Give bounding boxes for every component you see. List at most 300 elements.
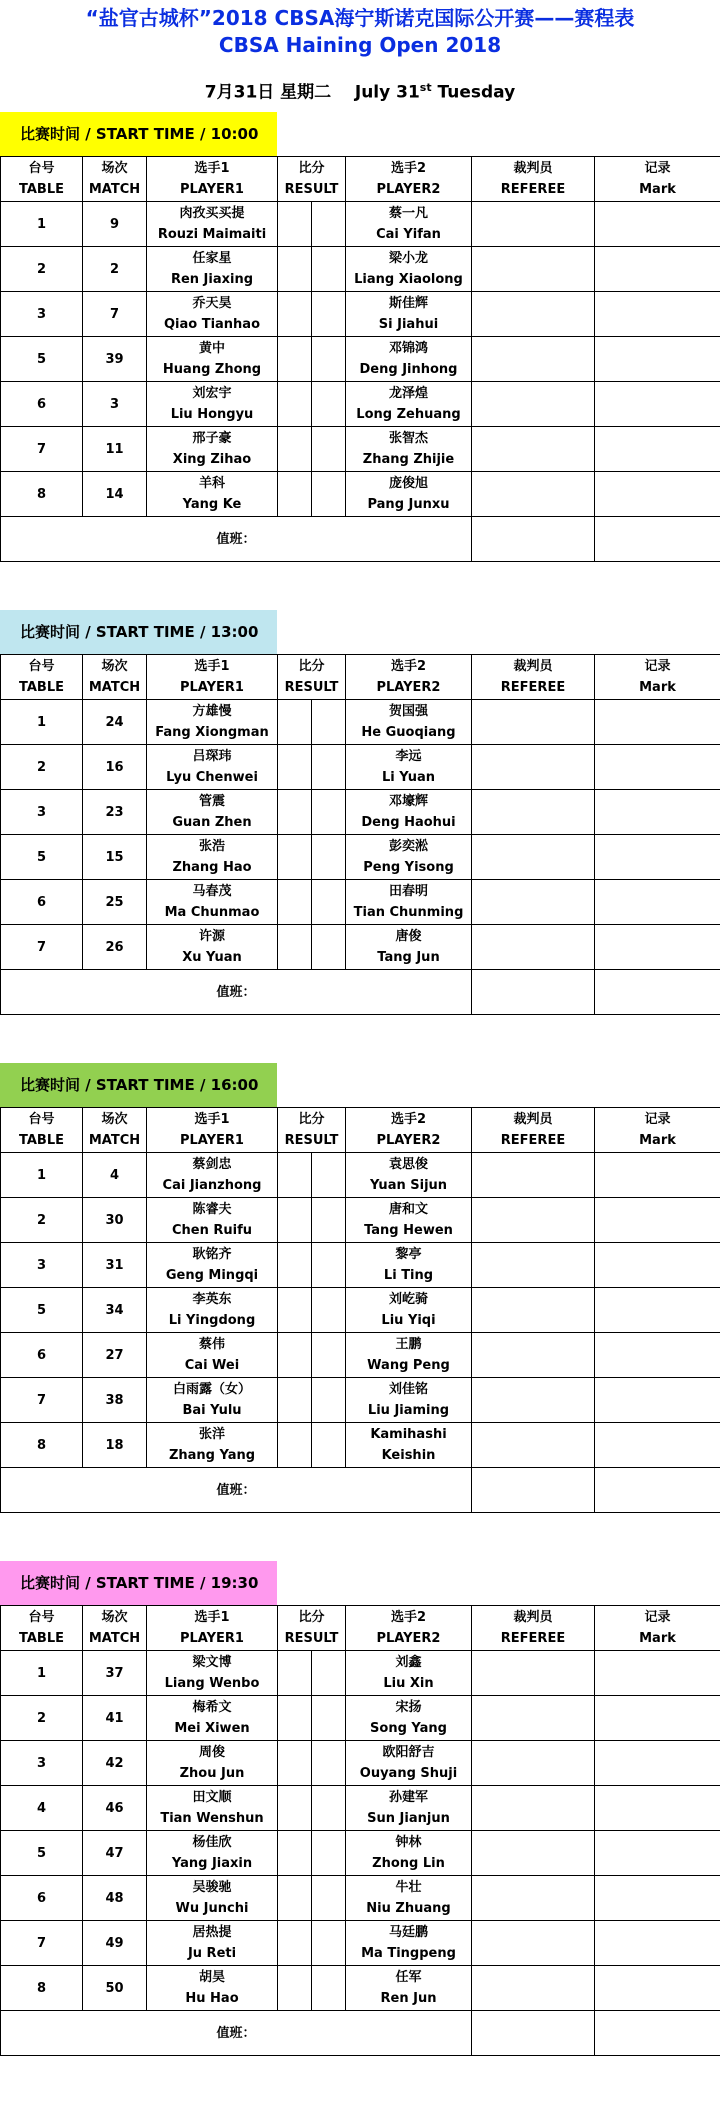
mark-cell[interactable] — [595, 1696, 720, 1741]
table-row — [1, 1966, 720, 2011]
player2-name-en: Sun Jianjun — [367, 1811, 450, 1826]
player1-name-en: Wu Junchi — [175, 1901, 249, 1916]
player2-name-cn: 田春明 — [388, 884, 428, 899]
table-header-row — [1, 1606, 720, 1651]
table-row — [1, 1333, 720, 1378]
schedule-table — [0, 1605, 720, 2056]
player1-score-cell[interactable] — [278, 427, 312, 472]
referee-cell[interactable] — [472, 925, 595, 970]
header-player1-en: PLAYER1 — [180, 1631, 244, 1646]
header-mark-cn: 记录 — [644, 659, 671, 674]
referee-cell[interactable] — [472, 1831, 595, 1876]
player1-score-cell[interactable] — [278, 202, 312, 247]
mark-cell[interactable] — [595, 1378, 720, 1423]
referee-cell[interactable] — [472, 1921, 595, 1966]
header-match-cn: 场次 — [101, 161, 128, 176]
player1-score-cell[interactable] — [278, 1786, 312, 1831]
player2-name-cn: 贺国强 — [388, 704, 428, 719]
player2-cell — [346, 1153, 472, 1198]
referee-cell[interactable] — [472, 427, 595, 472]
player2-name-cn: 蔡一凡 — [388, 206, 428, 221]
player2-name-cn: 李远 — [395, 749, 422, 764]
schedule-table — [0, 654, 720, 1015]
table-row — [1, 790, 720, 835]
header-result-cn: 比分 — [298, 659, 325, 674]
referee-cell[interactable] — [472, 835, 595, 880]
player1-name-cn: 杨佳欣 — [192, 1835, 232, 1850]
player2-score-cell[interactable] — [312, 1378, 346, 1423]
table-row — [1, 1378, 720, 1423]
player2-cell — [346, 427, 472, 472]
header-mark-cn: 记录 — [644, 1112, 671, 1127]
table-row — [1, 1288, 720, 1333]
player1-name-cn: 吕琛玮 — [192, 749, 232, 764]
table-number-cell: 2 — [1, 1696, 83, 1741]
referee-cell[interactable] — [472, 1651, 595, 1696]
header-match — [83, 655, 147, 700]
player1-cell — [147, 745, 278, 790]
player1-name-en: Fang Xiongman — [155, 725, 269, 740]
mark-cell[interactable] — [595, 382, 720, 427]
mark-cell[interactable] — [595, 1921, 720, 1966]
player2-name-en: Tang Jun — [377, 950, 440, 965]
table-row — [1, 1696, 720, 1741]
player2-score-cell[interactable] — [312, 1243, 346, 1288]
player2-cell — [346, 1378, 472, 1423]
match-number-cell: 46 — [83, 1786, 147, 1831]
player2-score-cell[interactable] — [312, 202, 346, 247]
referee-cell[interactable] — [472, 880, 595, 925]
player1-score-cell[interactable] — [278, 247, 312, 292]
header-referee — [472, 655, 595, 700]
table-number-cell: 1 — [1, 1153, 83, 1198]
player2-name-en: Pang Junxu — [367, 497, 450, 512]
mark-cell[interactable] — [595, 1288, 720, 1333]
player1-cell — [147, 925, 278, 970]
player1-name-cn: 梁文博 — [192, 1655, 232, 1670]
referee-cell[interactable] — [472, 472, 595, 517]
match-number-cell: 4 — [83, 1153, 147, 1198]
player1-name-cn: 周俊 — [198, 1745, 225, 1760]
player2-name-en: Si Jiahui — [378, 317, 439, 332]
mark-cell[interactable] — [595, 1966, 720, 2011]
player1-name-en: Tian Wenshun — [160, 1811, 264, 1826]
header-player1-cn: 选手1 — [194, 659, 230, 674]
player2-score-cell[interactable] — [312, 700, 346, 745]
header-result-cn: 比分 — [298, 1112, 325, 1127]
header-table-cn: 台号 — [28, 659, 55, 674]
date-line — [0, 76, 720, 103]
player2-score-cell[interactable] — [312, 1696, 346, 1741]
player1-cell — [147, 1423, 278, 1468]
player2-score-cell[interactable] — [312, 1741, 346, 1786]
player2-cell — [346, 247, 472, 292]
player2-cell — [346, 472, 472, 517]
player1-score-cell[interactable] — [278, 1966, 312, 2011]
player2-score-cell[interactable] — [312, 1198, 346, 1243]
player2-name-en: Li Yuan — [381, 770, 435, 785]
header-referee-cn: 裁判员 — [513, 1610, 553, 1625]
player2-name-en: Deng Jinhong — [359, 362, 458, 377]
player2-score-cell[interactable] — [312, 292, 346, 337]
table-row — [1, 382, 720, 427]
table-row — [1, 925, 720, 970]
player2-name-cn: 刘鑫 — [395, 1655, 422, 1670]
player1-name-en: Liang Wenbo — [164, 1676, 260, 1691]
mark-cell[interactable] — [595, 1786, 720, 1831]
player2-name-en: Cai Yifan — [376, 227, 441, 242]
table-number-cell: 5 — [1, 337, 83, 382]
player1-name-en: Chen Ruifu — [171, 1223, 253, 1238]
player1-cell — [147, 1696, 278, 1741]
player1-name-cn: 刘宏宇 — [192, 386, 232, 401]
player1-score-cell[interactable] — [278, 337, 312, 382]
player2-score-cell[interactable] — [312, 1966, 346, 2011]
player1-score-cell[interactable] — [278, 292, 312, 337]
player1-name-cn: 胡昊 — [198, 1970, 225, 1985]
player1-name-en: Lyu Chenwei — [166, 770, 258, 785]
player2-score-cell[interactable] — [312, 1423, 346, 1468]
table-row — [1, 247, 720, 292]
player1-score-cell[interactable] — [278, 472, 312, 517]
player1-name-cn: 任家星 — [192, 251, 232, 266]
header-mark-en: Mark — [639, 680, 676, 695]
player2-score-cell[interactable] — [312, 1921, 346, 1966]
mark-cell[interactable] — [595, 925, 720, 970]
player2-name-cn: 张智杰 — [388, 431, 428, 446]
mark-cell[interactable] — [595, 1876, 720, 1921]
match-number-cell: 42 — [83, 1741, 147, 1786]
table-number-cell: 8 — [1, 1966, 83, 2011]
player2-score-cell[interactable] — [312, 1153, 346, 1198]
referee-cell[interactable] — [472, 247, 595, 292]
table-header-row — [1, 1108, 720, 1153]
mark-cell[interactable] — [595, 1333, 720, 1378]
player1-score-cell[interactable] — [278, 880, 312, 925]
schedule-table — [0, 156, 720, 562]
match-number-cell: 47 — [83, 1831, 147, 1876]
table-row — [1, 1198, 720, 1243]
table-row — [1, 292, 720, 337]
referee-cell[interactable] — [472, 337, 595, 382]
table-row — [1, 337, 720, 382]
table-row — [1, 1921, 720, 1966]
duty-value-cell[interactable] — [472, 1468, 595, 1513]
referee-cell[interactable] — [472, 1696, 595, 1741]
duty-mark-cell[interactable] — [595, 1468, 720, 1513]
player1-score-cell[interactable] — [278, 1921, 312, 1966]
player1-cell — [147, 382, 278, 427]
table-number-cell: 3 — [1, 1741, 83, 1786]
player2-score-cell[interactable] — [312, 1876, 346, 1921]
player1-score-cell[interactable] — [278, 1378, 312, 1423]
player1-score-cell[interactable] — [278, 1741, 312, 1786]
table-number-cell: 1 — [1, 202, 83, 247]
header-referee-cn: 裁判员 — [513, 1112, 553, 1127]
player1-cell — [147, 1966, 278, 2011]
player2-score-cell[interactable] — [312, 1831, 346, 1876]
match-number-cell: 3 — [83, 382, 147, 427]
player2-name-en: Liu Xin — [383, 1676, 434, 1691]
match-number-cell: 7 — [83, 292, 147, 337]
session-1 — [0, 112, 720, 562]
player1-cell — [147, 427, 278, 472]
header-player2 — [346, 1108, 472, 1153]
player1-name-cn: 许源 — [198, 929, 225, 944]
header-table — [1, 1606, 83, 1651]
player2-name-cn: 梁小龙 — [388, 251, 428, 266]
mark-cell[interactable] — [595, 1153, 720, 1198]
page-header — [0, 4, 720, 103]
player2-score-cell[interactable] — [312, 1288, 346, 1333]
referee-cell[interactable] — [472, 745, 595, 790]
player2-cell — [346, 337, 472, 382]
player1-name-en: Xing Zihao — [172, 452, 252, 467]
session-3 — [0, 1063, 720, 1513]
match-number-cell: 49 — [83, 1921, 147, 1966]
player2-cell — [346, 1876, 472, 1921]
player2-cell — [346, 1966, 472, 2011]
player2-score-cell[interactable] — [312, 247, 346, 292]
player2-name-en: Ouyang Shuji — [359, 1766, 458, 1781]
duty-row — [1, 970, 720, 1015]
mark-cell[interactable] — [595, 472, 720, 517]
player2-score-cell[interactable] — [312, 337, 346, 382]
header-result — [278, 655, 346, 700]
referee-cell[interactable] — [472, 1153, 595, 1198]
player2-score-cell[interactable] — [312, 427, 346, 472]
player1-name-en: Li Yingdong — [168, 1313, 256, 1328]
match-number-cell: 18 — [83, 1423, 147, 1468]
player1-name-cn: 乔天昊 — [192, 296, 232, 311]
referee-cell[interactable] — [472, 202, 595, 247]
header-player2-en: PLAYER2 — [376, 1631, 441, 1646]
player1-name-en: Ren Jiaxing — [170, 272, 254, 287]
mark-cell[interactable] — [595, 835, 720, 880]
duty-mark-cell[interactable] — [595, 517, 720, 562]
header-player2-cn: 选手2 — [390, 161, 427, 176]
player1-cell — [147, 1876, 278, 1921]
mark-cell[interactable] — [595, 745, 720, 790]
header-player1-en: PLAYER1 — [180, 680, 244, 695]
table-row — [1, 1243, 720, 1288]
header-player1-cn: 选手1 — [194, 1610, 230, 1625]
player1-cell — [147, 880, 278, 925]
header-player2 — [346, 157, 472, 202]
player2-name-en: Liang Xiaolong — [354, 272, 463, 287]
match-number-cell: 37 — [83, 1651, 147, 1696]
player1-score-cell[interactable] — [278, 1651, 312, 1696]
player2-name-cn: 马廷鹏 — [388, 1925, 428, 1940]
match-number-cell: 27 — [83, 1333, 147, 1378]
match-number-cell: 15 — [83, 835, 147, 880]
header-referee — [472, 157, 595, 202]
table-number-cell: 6 — [1, 1333, 83, 1378]
header-referee-en: REFEREE — [500, 680, 566, 695]
player2-name-cn: 牛壮 — [395, 1880, 422, 1895]
player2-score-cell[interactable] — [312, 880, 346, 925]
duty-value-cell[interactable] — [472, 517, 595, 562]
player1-score-cell[interactable] — [278, 1423, 312, 1468]
duty-mark-cell[interactable] — [595, 970, 720, 1015]
match-number-cell: 11 — [83, 427, 147, 472]
table-number-cell: 5 — [1, 1831, 83, 1876]
player2-score-cell[interactable] — [312, 472, 346, 517]
player2-cell — [346, 1786, 472, 1831]
mark-cell[interactable] — [595, 880, 720, 925]
player2-name-en: Tian Chunming — [353, 905, 464, 920]
player1-score-cell[interactable] — [278, 1831, 312, 1876]
table-number-cell: 7 — [1, 1378, 83, 1423]
player2-score-cell[interactable] — [312, 1786, 346, 1831]
player2-name-cn: 庞俊旭 — [388, 476, 428, 491]
table-number-cell: 8 — [1, 472, 83, 517]
player1-name-en: Ma Chunmao — [164, 905, 260, 920]
mark-cell[interactable] — [595, 1198, 720, 1243]
player1-name-en: Huang Zhong — [162, 362, 262, 377]
mark-cell[interactable] — [595, 337, 720, 382]
referee-cell[interactable] — [472, 1243, 595, 1288]
player1-name-en: Cai Wei — [184, 1358, 240, 1373]
mark-cell[interactable] — [595, 427, 720, 472]
duty-label: 值班： — [1, 517, 472, 562]
player1-name-cn: 张洋 — [198, 1427, 225, 1442]
header-player1 — [147, 1108, 278, 1153]
player1-name-en: Guan Zhen — [172, 815, 252, 830]
referee-cell[interactable] — [472, 1741, 595, 1786]
mark-cell[interactable] — [595, 1831, 720, 1876]
player2-score-cell[interactable] — [312, 790, 346, 835]
duty-value-cell[interactable] — [472, 970, 595, 1015]
player1-name-en: Qiao Tianhao — [163, 317, 261, 332]
player1-name-cn: 蔡剑忠 — [192, 1157, 232, 1172]
header-referee — [472, 1108, 595, 1153]
player1-name-en: Yang Jiaxin — [171, 1856, 253, 1871]
player2-score-cell[interactable] — [312, 1333, 346, 1378]
mark-cell[interactable] — [595, 1423, 720, 1468]
player1-score-cell[interactable] — [278, 1696, 312, 1741]
player1-score-cell[interactable] — [278, 1333, 312, 1378]
player2-cell — [346, 700, 472, 745]
player1-score-cell[interactable] — [278, 1288, 312, 1333]
mark-cell[interactable] — [595, 202, 720, 247]
player1-cell — [147, 790, 278, 835]
player2-score-cell[interactable] — [312, 925, 346, 970]
player2-name-cn: 欧阳舒吉 — [382, 1745, 435, 1760]
mark-cell[interactable] — [595, 1741, 720, 1786]
player1-score-cell[interactable] — [278, 925, 312, 970]
duty-mark-cell[interactable] — [595, 2011, 720, 2056]
player1-name-cn: 马春茂 — [192, 884, 232, 899]
mark-cell[interactable] — [595, 1651, 720, 1696]
table-row — [1, 1786, 720, 1831]
player2-score-cell[interactable] — [312, 1651, 346, 1696]
player2-cell — [346, 1921, 472, 1966]
header-mark — [595, 157, 720, 202]
referee-cell[interactable] — [472, 382, 595, 427]
referee-cell[interactable] — [472, 1786, 595, 1831]
player1-score-cell[interactable] — [278, 790, 312, 835]
player1-name-en: Zhou Jun — [179, 1766, 245, 1781]
referee-cell[interactable] — [472, 790, 595, 835]
referee-cell[interactable] — [472, 1423, 595, 1468]
player1-name-cn: 吴骏驰 — [192, 1880, 232, 1895]
referee-cell[interactable] — [472, 1876, 595, 1921]
match-number-cell: 9 — [83, 202, 147, 247]
header-match-en: MATCH — [88, 1133, 141, 1148]
mark-cell[interactable] — [595, 292, 720, 337]
match-number-cell: 25 — [83, 880, 147, 925]
player2-name-en: Ma Tingpeng — [361, 1946, 456, 1961]
player2-name-cn: 袁思俊 — [388, 1157, 428, 1172]
header-player1-en: PLAYER1 — [180, 182, 244, 197]
table-number-cell: 3 — [1, 1243, 83, 1288]
player2-score-cell[interactable] — [312, 745, 346, 790]
player2-name-cn: 邓壕辉 — [388, 794, 428, 809]
referee-cell[interactable] — [472, 1288, 595, 1333]
player1-score-cell[interactable] — [278, 835, 312, 880]
header-result — [278, 1108, 346, 1153]
referee-cell[interactable] — [472, 1198, 595, 1243]
player2-name-cn: 刘屹骑 — [388, 1292, 428, 1307]
match-number-cell: 23 — [83, 790, 147, 835]
mark-cell[interactable] — [595, 790, 720, 835]
player2-name-cn: 唐俊 — [395, 929, 422, 944]
player2-name-en: Zhang Zhijie — [362, 452, 455, 467]
player2-score-cell[interactable] — [312, 835, 346, 880]
player1-cell — [147, 472, 278, 517]
player1-cell — [147, 1741, 278, 1786]
player1-score-cell[interactable] — [278, 1153, 312, 1198]
header-mark — [595, 1606, 720, 1651]
player1-score-cell[interactable] — [278, 1198, 312, 1243]
player1-score-cell[interactable] — [278, 745, 312, 790]
header-table-cn: 台号 — [28, 1112, 55, 1127]
match-number-cell: 24 — [83, 700, 147, 745]
header-match — [83, 1108, 147, 1153]
referee-cell[interactable] — [472, 1378, 595, 1423]
player1-score-cell[interactable] — [278, 700, 312, 745]
player1-name-cn: 陈睿夫 — [192, 1202, 232, 1217]
referee-cell[interactable] — [472, 1966, 595, 2011]
player1-score-cell[interactable] — [278, 382, 312, 427]
table-row — [1, 745, 720, 790]
player2-name-cn: 邓锦鸿 — [388, 341, 428, 356]
player2-cell — [346, 1696, 472, 1741]
player2-cell — [346, 790, 472, 835]
header-match-cn: 场次 — [101, 1112, 128, 1127]
duty-value-cell[interactable] — [472, 2011, 595, 2056]
referee-cell[interactable] — [472, 292, 595, 337]
player2-score-cell[interactable] — [312, 382, 346, 427]
mark-cell[interactable] — [595, 247, 720, 292]
player1-score-cell[interactable] — [278, 1243, 312, 1288]
player1-name-en: Yang Ke — [182, 497, 242, 512]
schedule-sessions — [0, 112, 720, 2056]
player2-name-en: Deng Haohui — [361, 815, 456, 830]
player1-name-en: Zhang Hao — [172, 860, 252, 875]
mark-cell[interactable] — [595, 700, 720, 745]
referee-cell[interactable] — [472, 700, 595, 745]
referee-cell[interactable] — [472, 1333, 595, 1378]
match-number-cell: 50 — [83, 1966, 147, 2011]
match-number-cell: 34 — [83, 1288, 147, 1333]
date-en: July 31 — [354, 82, 420, 103]
player2-cell — [346, 1198, 472, 1243]
player1-score-cell[interactable] — [278, 1876, 312, 1921]
player1-name-cn: 白雨露（女） — [172, 1382, 251, 1397]
mark-cell[interactable] — [595, 1243, 720, 1288]
